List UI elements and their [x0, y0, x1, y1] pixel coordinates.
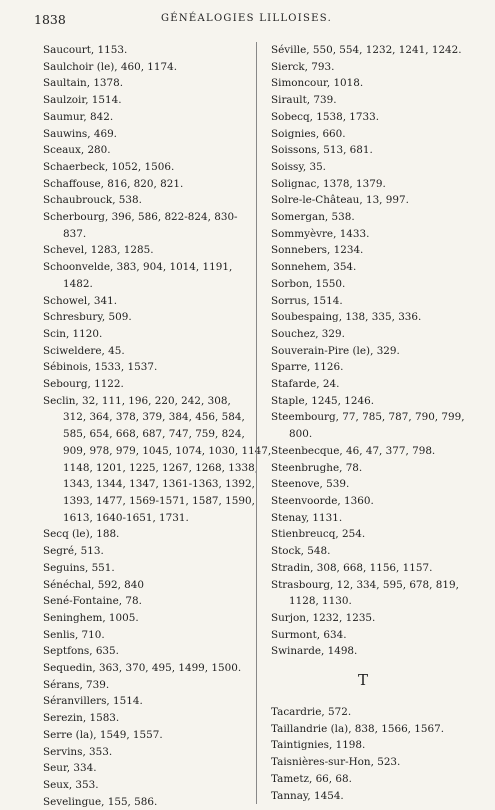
index-entry: Servins, 353. [43, 745, 113, 758]
index-entry: Steenove, 539. [271, 478, 350, 491]
index-entry: Staple, 1245, 1246. [271, 394, 375, 407]
index-entry: Sevelingue, 155, 586. [43, 795, 158, 808]
index-entry: Soissons, 513, 681. [271, 144, 373, 157]
section-letter: T [357, 671, 368, 690]
index-entry: Tametz, 66, 68. [271, 772, 352, 785]
index-entry: Solre-le-Château, 13, 997. [271, 194, 409, 207]
index-entry: Saulchoir (le), 460, 1174. [43, 60, 178, 73]
page-header [34, 12, 459, 28]
index-entry: Saulzoir, 1514. [43, 94, 122, 107]
index-entry-continuation: 909, 978, 979, 1045, 1074, 1030, 1147, [63, 444, 272, 457]
index-entry: Swinarde, 1498. [271, 645, 358, 658]
index-entry: Seur, 334. [43, 762, 97, 775]
index-entry: Scin, 1120. [43, 327, 103, 340]
index-entry-continuation: 800. [289, 428, 313, 441]
index-entry: Taillandrie (la), 838, 1566, 1567. [271, 722, 445, 735]
index-entry: Soissy, 35. [271, 160, 326, 173]
index-entry: Senlis, 710. [43, 628, 105, 641]
index-entry: Souchez, 329. [271, 327, 345, 340]
index-entry: Schaffouse, 816, 820, 821. [43, 177, 184, 190]
index-entry: Simoncour, 1018. [271, 77, 364, 90]
index-section-t [257, 704, 469, 804]
index-entry-continuation: 1148, 1201, 1225, 1267, 1268, 1338, [63, 461, 258, 474]
index-entry: Scherbourg, 396, 586, 822-824, 830- [43, 211, 238, 224]
index-entry: Schoonvelde, 383, 904, 1014, 1191, [43, 261, 233, 274]
index-entry: Seclin, 32, 111, 196, 220, 242, 308, [43, 394, 231, 407]
index-entry: Sébinois, 1533, 1537. [43, 361, 158, 374]
index-entry: Sonnehem, 354. [271, 261, 357, 274]
index-entry: Sparre, 1126. [271, 361, 344, 374]
index-entry: Sierck, 793. [271, 60, 335, 73]
index-entry: Stafarde, 24. [271, 378, 340, 391]
index-entry: Steenvoorde, 1360. [271, 494, 374, 507]
index-entry: Séville, 550, 554, 1232, 1241, 1242. [271, 44, 462, 56]
index-entry: Steembourg, 77, 785, 787, 790, 799, [271, 411, 465, 424]
index-column-left [32, 42, 272, 810]
index-entry: Séranvillers, 1514. [43, 695, 143, 708]
index-entry: Schaubrouck, 538. [43, 194, 142, 207]
index-entry: Sciweldere, 45. [43, 344, 125, 357]
index-entry: Solignac, 1378, 1379. [271, 177, 386, 190]
index-entry: Sommyèvre, 1433. [271, 227, 370, 240]
page-number: 1838 [34, 12, 66, 27]
running-title: GÉNÉALOGIES LILLOISES. [160, 13, 333, 24]
index-entry-continuation: 585, 654, 668, 687, 747, 759, 824, [63, 428, 245, 441]
index-entry: Segré, 513. [43, 545, 104, 558]
index-entry: Schowel, 341. [43, 294, 117, 307]
index-entry: Saultain, 1378. [43, 77, 124, 90]
index-entry: Tannay, 1454. [271, 789, 344, 802]
index-entry: Sorrus, 1514. [271, 294, 343, 307]
index-entry: Secq (le), 188. [43, 528, 120, 541]
index-entry: Serre (la), 1549, 1557. [43, 728, 163, 741]
index-entry: Sénéchal, 592, 840 [43, 578, 145, 591]
index-entry: Sené-Fontaine, 78. [43, 595, 142, 608]
index-entry-continuation: 1343, 1344, 1347, 1361-1363, 1392, [63, 478, 255, 491]
index-entry: Sebourg, 1122. [43, 378, 124, 391]
index-entry: Seux, 353. [43, 778, 99, 791]
index-entry: Stienbreucq, 254. [271, 528, 366, 541]
index-entry: Souverain-Pire (le), 329. [271, 344, 400, 357]
index-entry: Taintignies, 1198. [271, 739, 366, 752]
index-entry: Somergan, 538. [271, 211, 355, 224]
index-entry-continuation: 1128, 1130. [289, 595, 352, 608]
index-entry: Sonnebers, 1234. [271, 244, 364, 257]
index-entry: Schevel, 1283, 1285. [43, 244, 154, 257]
index-entry: Strasbourg, 12, 334, 595, 678, 819, [271, 578, 459, 591]
index-entry: Tacardrie, 572. [271, 706, 352, 719]
index-entry: Sorbon, 1550. [271, 277, 346, 290]
index-entry: Surjon, 1232, 1235. [271, 611, 376, 624]
index-entry: Stradin, 308, 668, 1156, 1157. [271, 561, 433, 574]
index-entry: Seninghem, 1005. [43, 611, 139, 624]
index-entry: Schresbury, 509. [43, 311, 132, 324]
index-entry: Seguins, 551. [43, 561, 115, 574]
index-entry: Septfons, 635. [43, 645, 119, 658]
index-entry-continuation: 1393, 1477, 1569-1571, 1587, 1590, [63, 494, 255, 507]
index-entry: Sceaux, 280. [43, 144, 111, 157]
index-entry: Stenay, 1131. [271, 511, 343, 524]
index-entry: Saumur, 842. [43, 110, 114, 123]
index-entry: Sirault, 739. [271, 94, 337, 107]
index-entry: Soubespaing, 138, 335, 336. [271, 311, 422, 324]
index-entry-continuation: 312, 364, 378, 379, 384, 456, 584, [63, 411, 245, 424]
index-entry: Serezin, 1583. [43, 712, 120, 725]
index-entry: Sauwins, 469. [43, 127, 117, 140]
index-entry-continuation: 1482. [63, 277, 93, 290]
index-section-s-continued [257, 42, 469, 660]
index-entry: Steenbecque, 46, 47, 377, 798. [271, 444, 436, 457]
index-entry: Saucourt, 1153. [43, 44, 128, 56]
index-entry: Soignies, 660. [271, 127, 346, 140]
index-entry: Taisnières-sur-Hon, 523. [271, 756, 401, 769]
index-entry: Schaerbeck, 1052, 1506. [43, 160, 175, 173]
index-entry: Sérans, 739. [43, 678, 110, 691]
index-entry: Stock, 548. [271, 545, 331, 558]
index-column-right [256, 42, 469, 804]
index-entry: Sequedin, 363, 370, 495, 1499, 1500. [43, 662, 242, 675]
index-entry: Surmont, 634. [271, 628, 347, 641]
index-entry-continuation: 837. [63, 227, 87, 240]
index-entry: Sobecq, 1538, 1733. [271, 110, 380, 123]
index-entry-continuation: 1613, 1640-1651, 1731. [63, 511, 189, 524]
index-entry: Steenbrughe, 78. [271, 461, 363, 474]
